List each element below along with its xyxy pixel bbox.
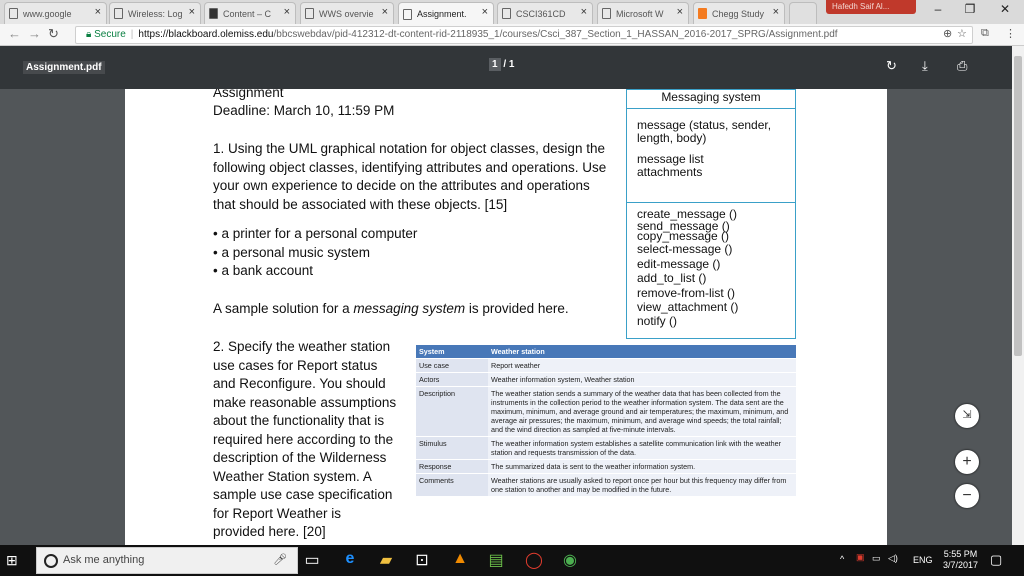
- chevron-up-icon[interactable]: ^: [840, 554, 845, 564]
- store-icon[interactable]: ⊡: [415, 552, 429, 569]
- chegg-icon: [698, 8, 707, 19]
- opera-icon[interactable]: ◯: [525, 552, 543, 569]
- file-explorer-icon[interactable]: ▰: [379, 552, 393, 569]
- uml-operations: create_message () send_message () copy_message () select-message () edit-message () add_to_list () remove-from-list () view_attachment () notify (): [637, 207, 739, 329]
- notepad-icon[interactable]: ▤: [488, 552, 504, 569]
- object-bullet-list: [213, 225, 417, 281]
- profile-button[interactable]: Hafedh Saif Al...: [826, 0, 916, 14]
- deadline-text: Deadline: March 10, 11:59 PM: [213, 103, 395, 118]
- page-icon: [305, 8, 314, 19]
- chrome-icon[interactable]: ◉: [563, 552, 577, 569]
- restore-button[interactable]: ❐: [964, 2, 976, 16]
- close-icon[interactable]: ×: [481, 6, 488, 18]
- pdf-viewer[interactable]: [0, 89, 1012, 545]
- lock-icon: 🔒︎: [86, 29, 92, 40]
- scrollbar-thumb[interactable]: [1014, 56, 1022, 356]
- task-view-icon[interactable]: ▭: [304, 552, 320, 569]
- table-row: Stimulus The weather information system establishes a satellite communication link with the weather station and requests transmission of the data.: [416, 437, 796, 460]
- use-case-table: [416, 345, 796, 497]
- uml-attributes: message (status, sender, length, body) message list attachments: [627, 109, 795, 203]
- bb-icon: [209, 8, 218, 19]
- tab-google[interactable]: www.google ×: [4, 2, 107, 24]
- tab-microsoft[interactable]: Microsoft W ×: [597, 2, 689, 24]
- windows-start-icon[interactable]: ⊞: [6, 552, 18, 568]
- cortana-search[interactable]: [36, 547, 298, 574]
- pdf-page: [125, 89, 887, 545]
- close-icon[interactable]: ×: [94, 6, 101, 18]
- zoom-in-button[interactable]: +: [955, 450, 979, 474]
- scrollbar[interactable]: [1012, 46, 1024, 545]
- tab-assignment[interactable]: Assignment. ×: [398, 2, 494, 25]
- list-item: • a printer for a personal computer: [213, 226, 418, 241]
- table-row: Response The summarized data is sent to the weather information system.: [416, 460, 796, 474]
- page-indicator[interactable]: 1 / 1: [489, 59, 514, 70]
- table-row: Comments Weather stations are usually asked to report once per hour but this frequency may differ from one station to another and may be modified in the future.: [416, 474, 796, 497]
- assignment-heading: Assignment: [213, 89, 284, 100]
- cortana-icon: [44, 554, 58, 568]
- battery-icon[interactable]: ▭: [872, 553, 881, 563]
- close-icon[interactable]: ×: [283, 6, 290, 18]
- tab-csci361[interactable]: CSCI361CD ×: [497, 2, 593, 24]
- table-row: Use case Report weather: [416, 359, 796, 373]
- address-bar-row: [0, 24, 1024, 46]
- page-current[interactable]: 1: [489, 58, 501, 71]
- back-icon[interactable]: ←: [8, 26, 21, 41]
- close-icon[interactable]: ×: [580, 6, 587, 18]
- question-2: 2. Specify the weather station use cases for Report status and Reconfigure. You should make reasonable assumptions about the functionality that is required here according to the description of the Wilderness Weather Station system. A sample use case specification for Report Weather is provided here. [20]: [213, 339, 397, 539]
- tab-content[interactable]: Content – C ×: [204, 2, 296, 24]
- reload-icon[interactable]: ↻: [48, 26, 59, 41]
- close-window-button[interactable]: ✕: [999, 2, 1011, 16]
- pdf-title: Assignment.pdf: [23, 61, 105, 74]
- rotate-icon[interactable]: ↻: [886, 58, 897, 73]
- zoom-out-button[interactable]: −: [955, 484, 979, 508]
- notifications-icon[interactable]: ▢: [990, 552, 1003, 567]
- url-path: /bbcswebdav/pid-412312-dt-content-rid-2118935_1/courses/Csci_387_Section_1_HASSAN_2016-2017_SPRG/Assignment.pdf: [273, 29, 838, 40]
- antivirus-icon[interactable]: ▣: [856, 552, 865, 562]
- close-icon[interactable]: ×: [676, 6, 683, 18]
- secure-label: Secure: [94, 29, 126, 40]
- sample-solution-text: A sample solution for a messaging system is provided here.: [213, 301, 569, 316]
- page-icon: [114, 8, 123, 19]
- microphone-icon[interactable]: 🎤︎: [273, 554, 287, 566]
- search-placeholder: Ask me anything: [63, 554, 145, 566]
- tab-strip: [0, 0, 1024, 24]
- question-1: 1. Using the UML graphical notation for object classes, design the following object classes, identifying attributes and operations. Use your own experience to decide on the attributes and operations that should be associated with these objects. [15]: [213, 141, 607, 212]
- new-tab-button[interactable]: [789, 2, 817, 24]
- pdf-toolbar: [0, 46, 1024, 89]
- edge-icon[interactable]: e: [345, 550, 355, 567]
- tab-wireless[interactable]: Wireless: Log ×: [109, 2, 201, 24]
- list-item: • a personal music system: [213, 244, 371, 260]
- extension-icon[interactable]: ⧉: [981, 27, 989, 39]
- page-icon: [403, 9, 412, 20]
- tab-chegg[interactable]: Chegg Study ×: [693, 2, 785, 24]
- forward-icon[interactable]: →: [28, 26, 41, 41]
- close-icon[interactable]: ×: [188, 6, 195, 18]
- zoom-icon[interactable]: ⊕: [943, 28, 953, 40]
- url-input[interactable]: 🔒︎ Secure | https://blackboard.olemiss.edu/bbcswebdav/pid-412312-dt-content-rid-2118935_1/courses/Csci_387_Section_1_HASSAN_2016-2017_SPRG/Assignment.pdf: [75, 26, 973, 44]
- bookmark-star-icon[interactable]: ☆: [957, 28, 967, 40]
- minimize-button[interactable]: –: [934, 2, 942, 16]
- download-icon[interactable]: ⤓: [922, 58, 928, 73]
- taskbar: [0, 545, 1024, 576]
- table-row: Description The weather station sends a summary of the weather data that has been collected from the instruments in the collection period to the weather information system. The data sent are the maximum, minimum, and average ground and air temperatures; the maximum, minimum, and average air pressures; the maximum, minimum, and average wind speeds; the total rainfall; and the wind direction as sampled at five-minute intervals.: [416, 387, 796, 437]
- volume-icon[interactable]: ◁): [888, 553, 898, 563]
- print-icon[interactable]: ⎙: [957, 58, 968, 73]
- tab-wws[interactable]: WWS overvie ×: [300, 2, 394, 24]
- page-icon: [502, 8, 511, 19]
- vlc-icon[interactable]: ▲: [452, 550, 468, 567]
- close-icon[interactable]: ×: [381, 6, 388, 18]
- list-item: • a bank account: [213, 263, 314, 278]
- page-total: 1: [508, 59, 515, 70]
- table-row: Actors Weather information system, Weather station: [416, 373, 796, 387]
- menu-icon[interactable]: ⋮: [1005, 28, 1016, 40]
- close-icon[interactable]: ×: [772, 6, 779, 18]
- url-host: https://blackboard.olemiss.edu: [138, 29, 274, 40]
- table-row: System Weather station: [416, 345, 796, 359]
- language-indicator[interactable]: ENG: [913, 555, 933, 565]
- clock[interactable]: 5:55 PM 3/7/2017: [943, 549, 979, 570]
- page-icon: [602, 8, 611, 19]
- uml-class-box: [626, 89, 796, 339]
- page-icon: [9, 8, 18, 19]
- fit-page-button[interactable]: ⇲: [955, 404, 979, 428]
- uml-class-name: Messaging system: [627, 90, 795, 109]
